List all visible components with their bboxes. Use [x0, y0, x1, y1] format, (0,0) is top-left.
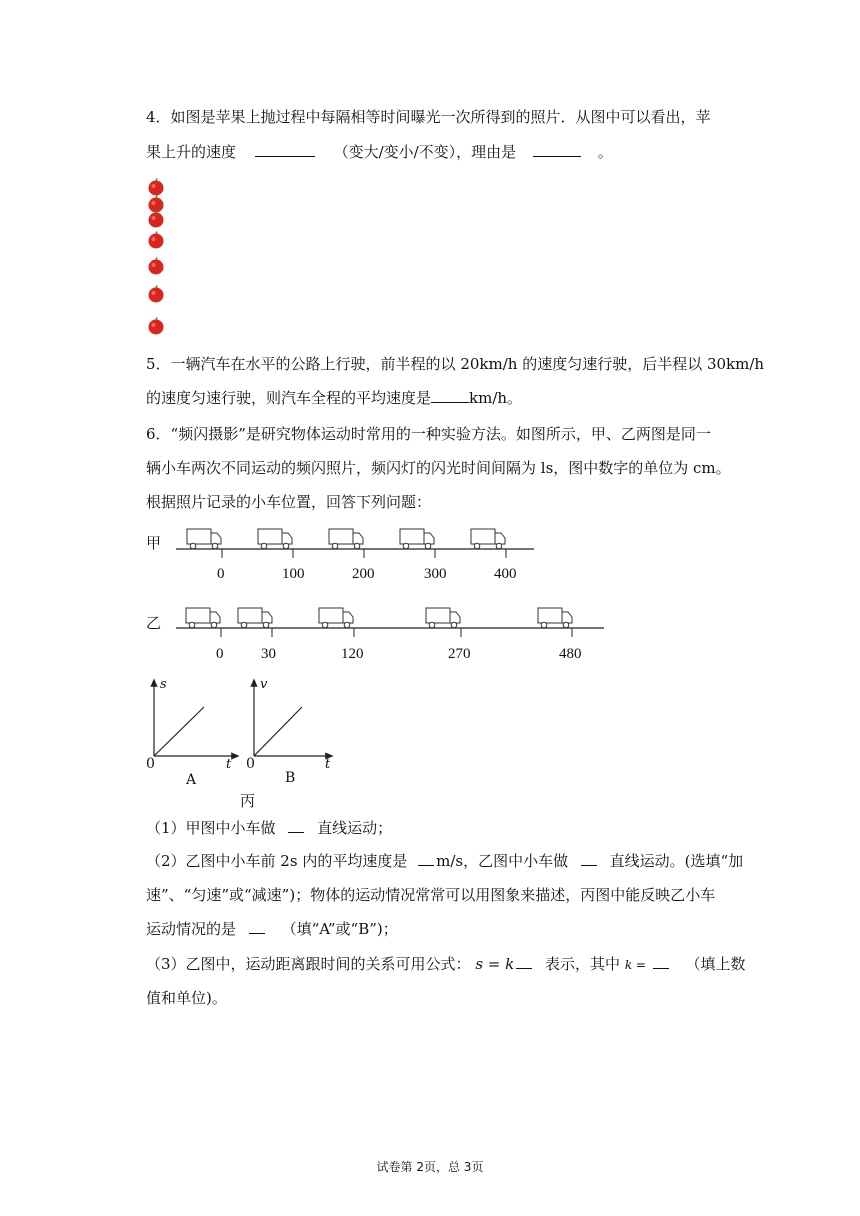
truck-icon: [319, 608, 353, 628]
sub1-blank[interactable]: [288, 818, 304, 833]
sub2-blank-graph[interactable]: [249, 919, 265, 934]
yi-figure: [0, 600, 860, 670]
q6-sub3-line2: 值和单位)。: [146, 989, 227, 1007]
truck-icon: [426, 608, 460, 628]
jia-tick-label: 100: [282, 566, 305, 582]
graph-a-x-label: t: [226, 757, 232, 772]
sub3-k: k =: [624, 958, 646, 972]
graph-a-y-label: s: [160, 677, 167, 692]
sub2-blank-speed[interactable]: [418, 851, 434, 866]
yi-tick-label: 480: [559, 646, 582, 662]
sub3-blank-k[interactable]: [653, 954, 669, 969]
q6-sub3-line1: [146, 954, 746, 975]
jia-tick-label: 200: [352, 566, 375, 582]
yi-tick-label: 30: [261, 646, 276, 662]
page-footer: 试卷第 2页，总 3页: [376, 1160, 484, 1174]
q6-line1: 6．“频闪摄影”是研究物体运动时常用的一种实验方法。如图所示，甲、乙两图是同一: [146, 425, 711, 443]
graph-a-line: [154, 707, 204, 756]
graph-b-origin: 0: [246, 756, 255, 772]
jia-label: 甲: [146, 534, 162, 552]
sub2-text-c: 直线运动。(选填“加: [609, 852, 744, 870]
truck-icon: [329, 529, 363, 549]
sub2-line3-text-a: 运动情况的是: [146, 920, 237, 938]
q4-line1: 4．如图是苹果上抛过程中每隔相等时间曝光一次所得到的照片．从图中可以看出，苹: [146, 108, 711, 126]
truck-icon: [238, 608, 272, 628]
q6-line3: 根据照片记录的小车位置，回答下列问题：: [146, 493, 432, 511]
truck-icon: [471, 529, 505, 549]
graph-b-y-label: v: [260, 677, 268, 692]
q6-line2: 辆小车两次不同运动的频闪照片，频闪灯的闪光时间间隔为 ls，图中数字的单位为 cm。: [146, 459, 731, 477]
q4-text-c: 。: [597, 143, 613, 161]
graph-b-x-label: t: [325, 757, 331, 772]
q4-blank-reason[interactable]: [533, 142, 581, 157]
truck-icon: [186, 608, 220, 628]
q6-sub2-line3: [146, 919, 398, 939]
sub1-text-b: 直线运动；: [317, 819, 393, 837]
q4-text-b: （变大/变小/不变），理由是: [333, 143, 517, 161]
sub3-formula: s = k: [475, 955, 515, 973]
sub2-blank-motion[interactable]: [581, 851, 597, 866]
truck-icon: [187, 529, 221, 549]
apple-icon: [147, 317, 165, 335]
q6-sub2-line1: [146, 851, 743, 871]
sub2-text-a: （2）乙图中小车前 2s 内的平均速度是: [146, 852, 408, 870]
jia-tick-label: 300: [424, 566, 447, 582]
yi-label: 乙: [146, 614, 162, 632]
yi-tick-label: 0: [216, 646, 224, 662]
sub3-text-c: （填上数: [685, 955, 746, 973]
truck-icon: [258, 529, 292, 549]
q4-line2: [146, 142, 613, 162]
q5-line2: [146, 388, 522, 408]
bing-label: 丙: [240, 792, 256, 810]
q5-line1: 5．一辆汽车在水平的公路上行驶，前半程的以 20km/h 的速度匀速行驶，后半程以 30km/h: [146, 355, 765, 373]
q5-text-a: 的速度匀速行驶，则汽车全程的平均速度是: [146, 389, 432, 407]
graph-a-name: A: [186, 772, 197, 788]
q5-text-b: km/h。: [469, 389, 523, 407]
graph-b-name: B: [285, 770, 296, 786]
sub2-line3-text-b: （填“A”或“B”)；: [281, 920, 398, 938]
q4-text-a: 果上升的速度: [146, 143, 237, 161]
graph-a-origin: 0: [146, 756, 155, 772]
apple-icon: [147, 178, 165, 196]
jia-tick-label: 0: [217, 566, 225, 582]
yi-tick-label: 120: [341, 646, 364, 662]
q4-blank-speed[interactable]: [255, 142, 315, 157]
sub3-blank-formula[interactable]: [516, 954, 532, 969]
q6-sub2-line2: 速”、“匀速”或“减速”)；物体的运动情况常常可以用图象来描述，丙图中能反映乙小车: [146, 886, 716, 904]
apple-icon: [147, 231, 165, 249]
q6-sub1: [146, 818, 392, 838]
truck-icon: [400, 529, 434, 549]
truck-icon: [538, 608, 572, 628]
sub3-text-b: 表示，其中: [545, 955, 621, 973]
sub1-text-a: （1）甲图中小车做: [146, 819, 276, 837]
sub2-text-b: m/s，乙图中小车做: [436, 852, 569, 870]
sub3-text-a: （3）乙图中，运动距离跟时间的关系可用公式：: [146, 955, 471, 973]
jia-tick-label: 400: [494, 566, 517, 582]
apple-icon: [147, 285, 165, 303]
yi-tick-label: 270: [448, 646, 471, 662]
apple-icon: [147, 257, 165, 275]
bing-graphs: [140, 672, 340, 782]
graph-b-line: [254, 707, 302, 756]
apple-icon: [147, 210, 165, 228]
q5-blank-avg-speed[interactable]: [431, 388, 469, 403]
